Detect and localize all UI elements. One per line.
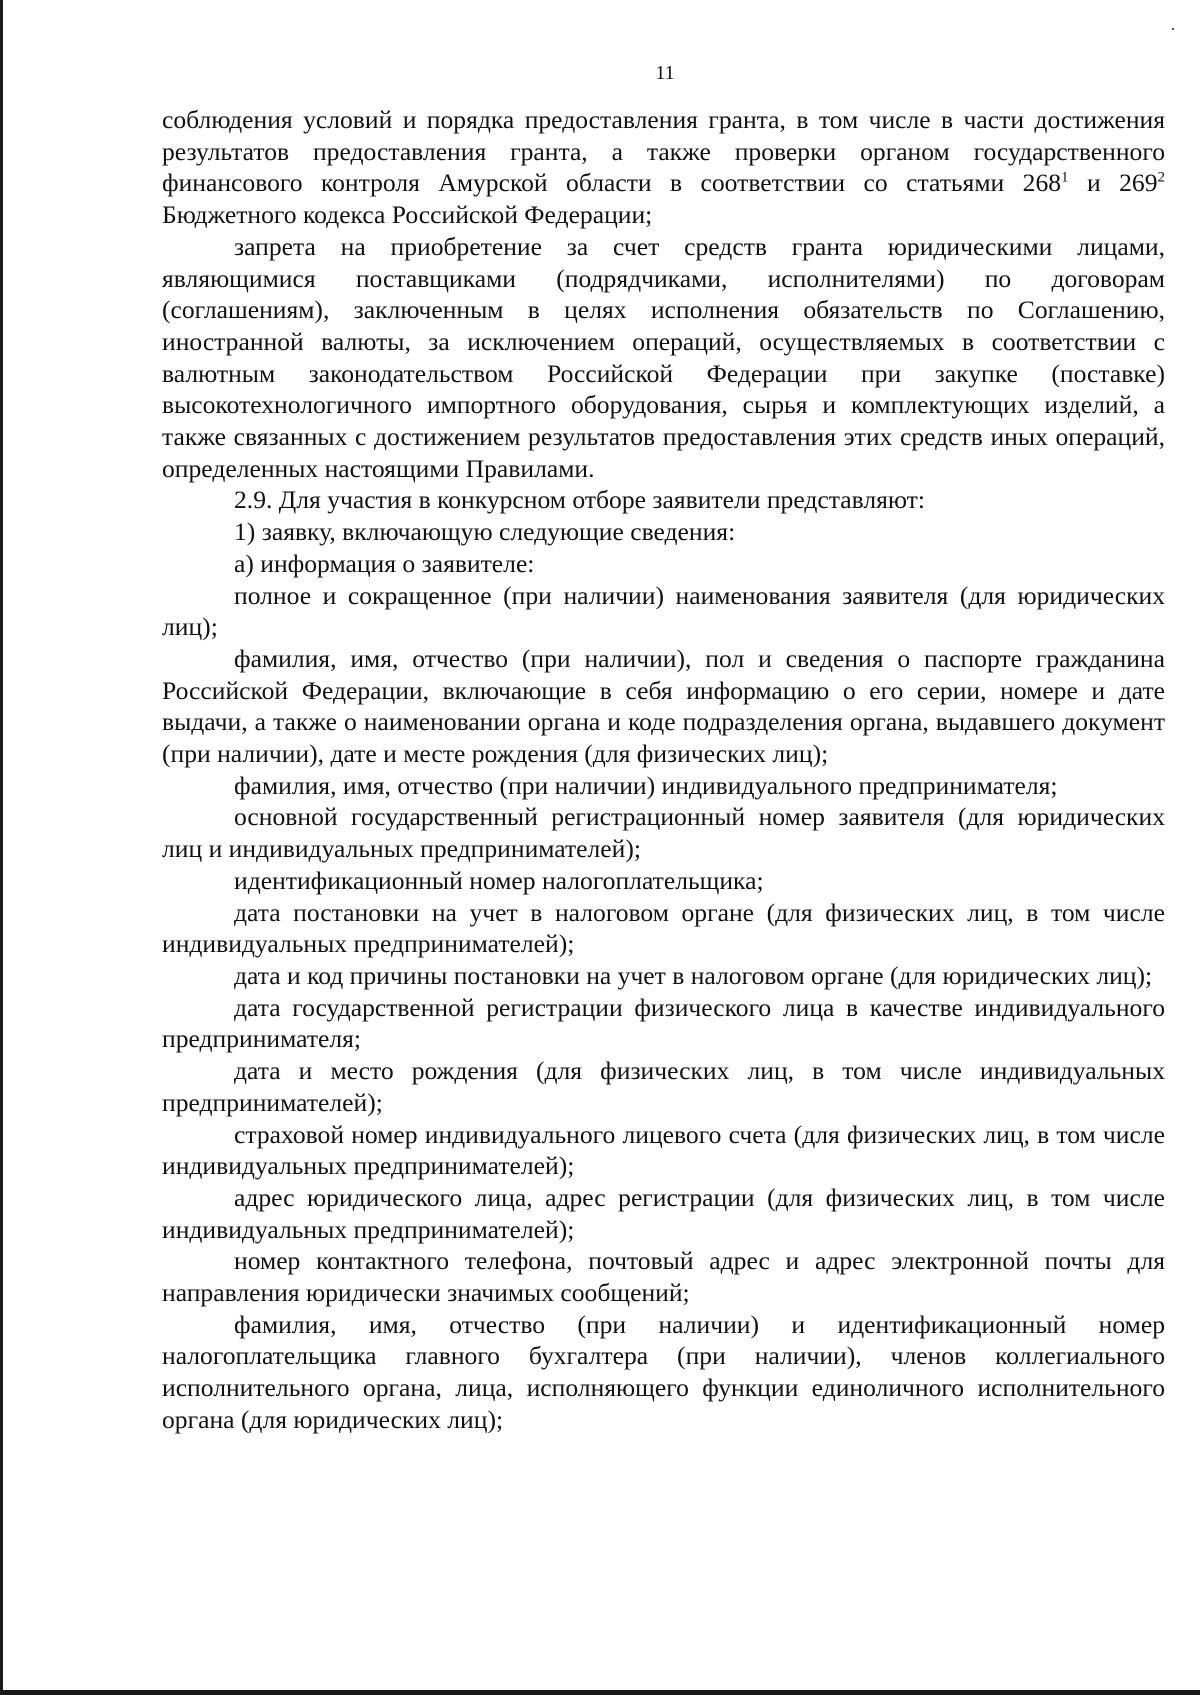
paragraph-12: дата и код причины постановки на учет в налоговом органе (для юридических лиц); (234, 960, 1153, 990)
paragraph-11: дата постановки на учет в налоговом органе (для физических лиц, в том числе индивидуальных предпринимателей); (162, 897, 1165, 959)
scan-border-left (0, 0, 3, 1695)
page-number: 11 (655, 62, 675, 84)
paragraph-2: запрета на приобретение за счет средств гранта юридическими лицами, являющимися поставщиками (подрядчиками, исполнителями) по договорам (соглашениям), заключенным в целях исполнения обязательств по Соглашению, иностранной валюты, за исключением операций, осуществляемых в соответствии с валютным законодательством Российской Федерации при закупке (поставке) высокотехнологичного импортного оборудования, сырья и комплектующих изделий, а также связанных с достижением результатов предоставления этих средств иных операций, определенных настоящими Правилами. (162, 231, 1165, 483)
paragraph-18: фамилия, имя, отчество (при наличии) и идентификационный номер налогоплательщика главного бухгалтера (при наличии), членов коллегиального исполнительного органа, лица, исполняющего функции единоличного исполнительного органа (для юридических лиц); (162, 1309, 1165, 1434)
paragraph-16: адрес юридического лица, адрес регистрации (для физических лиц, в том числе индивидуальных предпринимателей); (162, 1182, 1165, 1244)
paragraph-17: номер контактного телефона, почтовый адрес и адрес электронной почты для направления юридически значимых сообщений; (162, 1246, 1165, 1308)
document-body (162, 104, 1165, 1436)
paragraph-10: идентификационный номер налогоплательщика; (234, 865, 764, 895)
paragraph-4: 1) заявку, включающую следующие сведения: (234, 517, 736, 547)
paragraph-14: дата и место рождения (для физических лиц, в том числе индивидуальных предпринимателей); (162, 1056, 1165, 1117)
scan-border-bottom (0, 1690, 1200, 1695)
paragraph-1: соблюдения условий и порядка предоставления гранта, в том числе в части достижения результатов предоставления гранта, а также проверки органом государственного финансового контроля Амурской области в соответствии со статьями $268^1$ и $269^2$ Бюджетного кодекса Российской Федерации; (162, 105, 1165, 230)
paragraph-6: полное и сокращенное (при наличии) наименования заявителя (для юридических лиц); (162, 580, 1165, 642)
paragraph-8: фамилия, имя, отчество (при наличии) индивидуального предпринимателя; (234, 770, 1058, 800)
paragraph-15: страховой номер индивидуального лицевого счета (для физических лиц, в том числе индивидуальных предпринимателей); (162, 1119, 1165, 1181)
paragraph-5: а) информация о заявителе: (234, 548, 535, 578)
paragraph-9: основной государственный регистрационный номер заявителя (для юридических лиц и индивидуальных предпринимателей); (162, 802, 1165, 864)
paragraph-3: 2.9. Для участия в конкурсном отборе заявители представляют: (234, 485, 925, 515)
paragraph-13: дата государственной регистрации физического лица в качестве индивидуального предпринимателя; (162, 992, 1165, 1054)
scan-speck (1172, 28, 1174, 30)
paragraph-7: фамилия, имя, отчество (при наличии), пол и сведения о паспорте гражданина Российской Федерации, включающие в себя информацию о его серии, номере и дате выдачи, а также о наименовании органа и коде подразделения органа, выдавшего документ (при наличии), дате и месте рождения (для физических лиц); (162, 643, 1165, 769)
